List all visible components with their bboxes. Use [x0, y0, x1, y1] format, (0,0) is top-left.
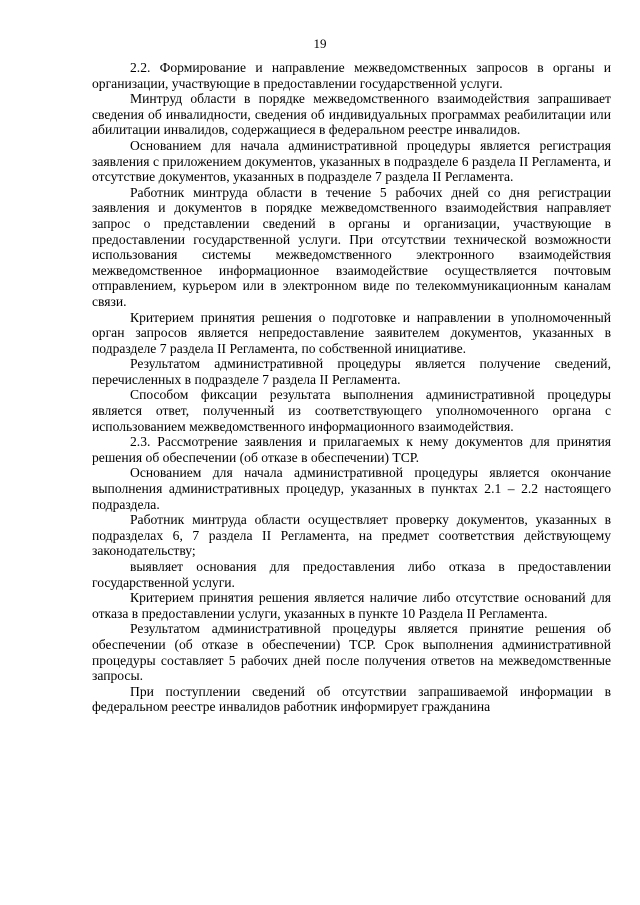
paragraph-2-3-heading: 2.3. Рассмотрение заявления и прилагаемых к нему документов для принятия решения об обеспечении (об отказе в обеспечении) ТСР.: [92, 434, 611, 465]
paragraph: Результатом административной процедуры является принятие решения об обеспечении (об отказе в обеспечении) ТСР. Срок выполнения административной процедуры составляет 5 рабочих дней после получения ответов на межведомственные запросы.: [92, 621, 611, 684]
paragraph: Основанием для начала административной процедуры является окончание выполнения административных процедур, указанных в пунктах 2.1 – 2.2 настоящего подраздела.: [92, 465, 611, 512]
paragraph: Работник минтруда области в течение 5 рабочих дней со дня регистрации заявления и документов в порядке межведомственного взаимодействия направляет запрос о представлении сведений в органы и организации, участвующие в предоставлении государственной услуги. При отсутствии технической возможности использования системы межведомственного электронного взаимодействия межведомственное информационное взаимодействие осуществляется почтовым отправлением, курьером или в электронном виде по телекоммуникационным каналам связи.: [92, 184, 611, 309]
document-body: [92, 60, 611, 715]
paragraph: Критерием принятия решения является наличие либо отсутствие оснований для отказа в предоставлении услуги, указанных в пункте 10 Раздела II Регламента.: [92, 590, 611, 621]
paragraph-continued: При поступлении сведений об отсутствии запрашиваемой информации в федеральном реестре инвалидов работник информирует гражданина: [92, 683, 611, 715]
paragraph: Критерием принятия решения о подготовке и направлении в уполномоченный орган запросов является непредоставление заявителем документов, указанных в подразделе 7 раздела II Регламента, по собственной инициативе.: [92, 309, 611, 356]
paragraph: выявляет основания для предоставления либо отказа в предоставлении государственной услуги.: [92, 559, 611, 590]
paragraph: Работник минтруда области осуществляет проверку документов, указанных в подразделах 6, 7 раздела II Регламента, на предмет соответствия действующему законодательству;: [92, 512, 611, 559]
paragraph: Минтруд области в порядке межведомственного взаимодействия запрашивает сведения об инвалидности, сведения об индивидуальных программах реабилитации или абилитации инвалидов, содержащиеся в федеральном реестре инвалидов.: [92, 91, 611, 138]
paragraph: Основанием для начала административной процедуры является регистрация заявления с приложением документов, указанных в подразделе 6 раздела II Регламента, и отсутствие документов, указанных в подразделе 7 раздела II Регламента.: [92, 137, 611, 185]
paragraph-2-2-heading: 2.2. Формирование и направление межведомственных запросов в органы и организации, участвующие в предоставлении государственной услуги.: [92, 60, 611, 91]
paragraph: Способом фиксации результата выполнения административной процедуры является ответ, полученный из соответствующего уполномоченного органа с использованием межведомственного информационного взаимодействия.: [92, 387, 611, 434]
paragraph: Результатом административной процедуры является получение сведений, перечисленных в подразделе 7 раздела II Регламента.: [92, 356, 611, 387]
page-number: 19: [313, 36, 327, 51]
